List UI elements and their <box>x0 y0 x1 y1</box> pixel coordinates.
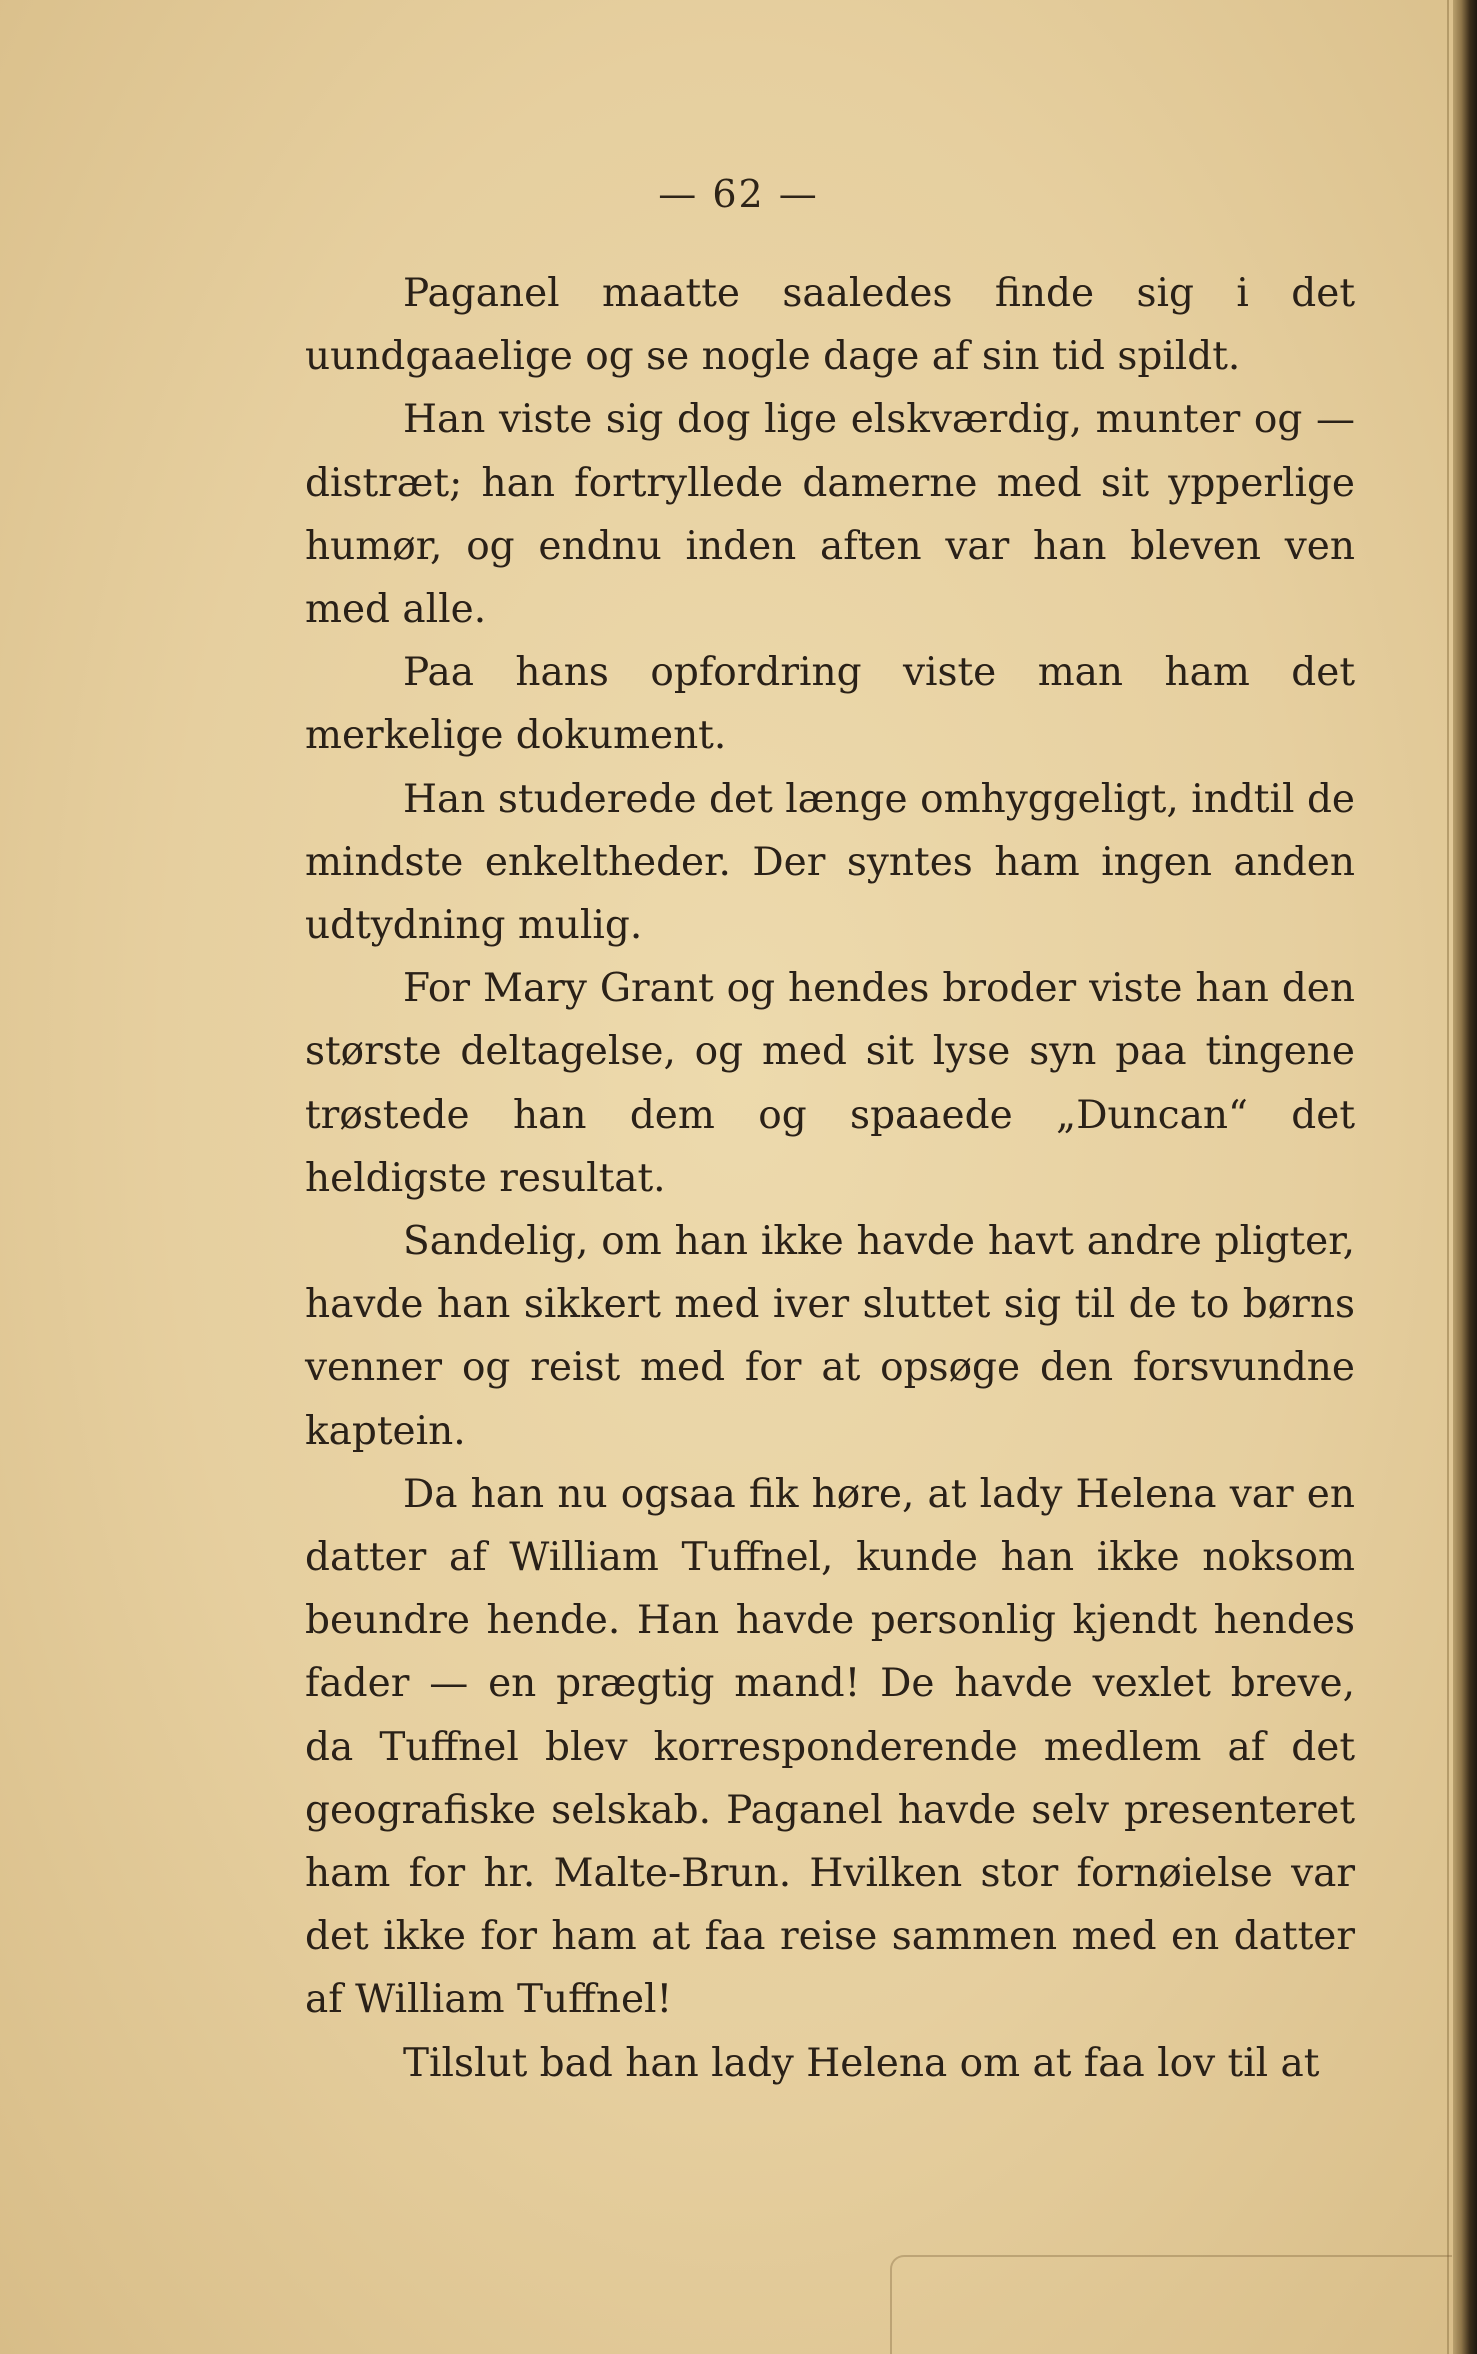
page-edge-line <box>1447 0 1449 2354</box>
paragraph: For Mary Grant og hendes broder viste han den største deltagelse, og med sit lyse syn paa tingene trøstede han dem og spaaede „Duncan“ det heldigste resultat. <box>305 966 1355 1201</box>
paragraph: Tilslut bad han lady Helena om at faa lov til at <box>403 2040 1320 2086</box>
paragraph: Sandelig, om han ikke havde havt andre pligter, havde han sikkert med iver sluttet sig til de to børns venner og reist med for at opsøge den forsvundne kaptein. <box>305 1219 1355 1454</box>
paragraph: Paa hans opfordring viste man ham det merkelige dokument. <box>305 650 1355 759</box>
paragraph: Paganel maatte saaledes finde sig i det uundgaaelige og se nogle dage af sin tid spildt. <box>305 271 1355 380</box>
paragraph: Han studerede det længe omhyggeligt, indtil de mindste enkeltheder. Der syntes ham ingen anden udtydning mulig. <box>305 776 1355 949</box>
paragraph: Han viste sig dog lige elskværdig, munter og — distræt; han fortryllede damerne med sit ypperlige humør, og endnu inden aften var han bleven ven med alle. <box>305 397 1355 633</box>
body-text <box>305 262 1355 2095</box>
page-number: — 62 — <box>658 172 819 216</box>
paragraph: Da han nu ogsaa fik høre, at lady Helena var en datter af William Tuffnel, kunde han ikke noksom beundre hende. Han havde personlig kjendt hendes fader — en prægtig mand! De havde vexlet breve, da Tuffnel blev korresponderende medlem af det geografiske selskab. Paganel havde selv presenteret ham for hr. Malte-Brun. Hvilken stor fornøielse var det ikke for ham at faa reise sammen med en datter af William Tuffnel! <box>305 1471 1355 2023</box>
page-edge-shadow <box>1453 0 1477 2354</box>
paper-fold-mark <box>890 2255 1452 2354</box>
